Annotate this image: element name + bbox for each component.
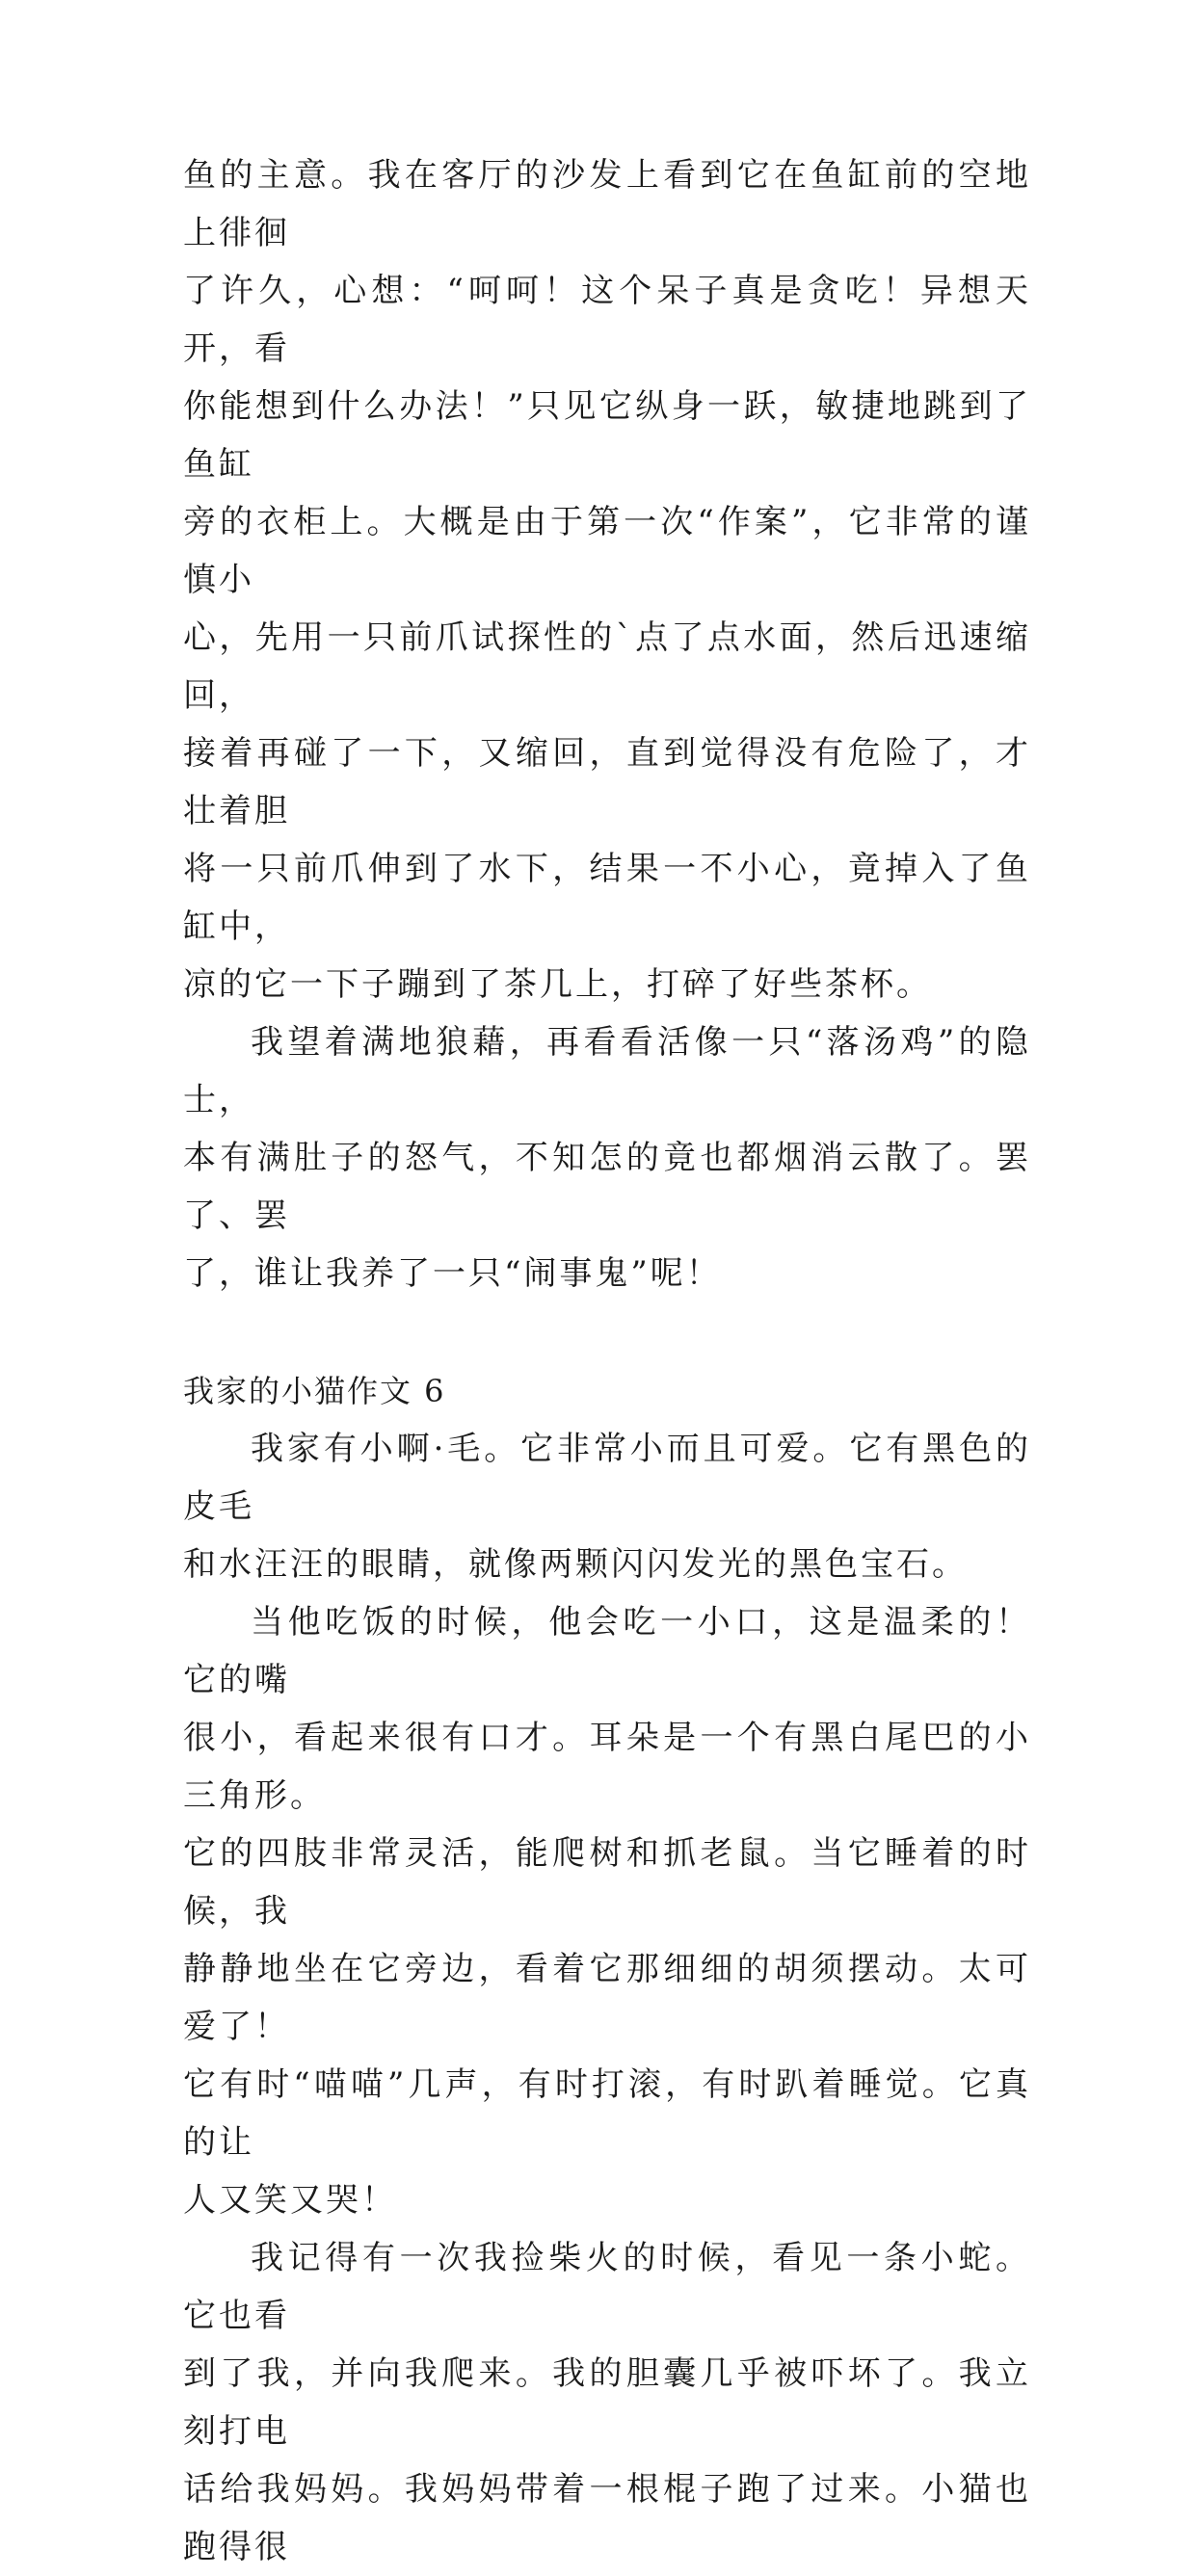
section-spacer <box>183 1302 1031 1362</box>
paragraph: 我望着满地狼藉，再看看活像一只“落汤鸡”的隐士， 本有满肚子的怒气，不知怎的竟也都烟消云散了。罢了、罢 了，谁让我养了一只“闹事鬼”呢！ <box>183 1023 1031 1293</box>
paragraph-continued: 鱼的主意。我在客厅的沙发上看到它在鱼缸前的空地上徘徊 了许久，心想：“呵呵！这个呆子真是贪吃！异想天开，看 你能想到什么办法！”只见它纵身一跃，敏捷地跳到了鱼缸 旁的衣柜上。大概是由于第一次“作案”，它非常的谨慎小 心，先用一只前爪试探性的`点了点水面，然后迅速缩回， 接着再碰了一下，又缩回，直到觉得没有危险了，才壮着胆 将一只前爪伸到了水下，结果一不小心，竟掉入了鱼缸中， 凉的它一下子蹦到了茶几上，打碎了好些茶杯。 <box>183 156 1031 1004</box>
paragraph: 我家有小啊·毛。它非常小而且可爱。它有黑色的皮毛 和水汪汪的眼睛，就像两颗闪闪发光的黑色宝石。 <box>183 1430 1031 1584</box>
paragraph: 当他吃饭的时候，他会吃一小口，这是温柔的！它的嘴 很小，看起来很有口才。耳朵是一个有黑白尾巴的小三角形。 它的四肢非常灵活，能爬树和抓老鼠。当它睡着的时候，我 静静地坐在它旁边，看着它那细细的胡须摆动。太可爱了！ 它有时“喵喵”几声，有时打滚，有时趴着睡觉。它真的让 人又笑又哭！ <box>183 1603 1031 2220</box>
section-title: 我家的小猫作文 6 <box>183 1373 446 1409</box>
paragraph: 我记得有一次我捡柴火的时候，看见一条小蛇。它也看 到了我，并向我爬来。我的胆囊几乎被吓坏了。我立刻打电 话给我妈妈。我妈妈带着一根棍子跑了过来。小猫也跑得很 <box>183 2239 1031 2566</box>
document-body <box>183 146 1031 2576</box>
